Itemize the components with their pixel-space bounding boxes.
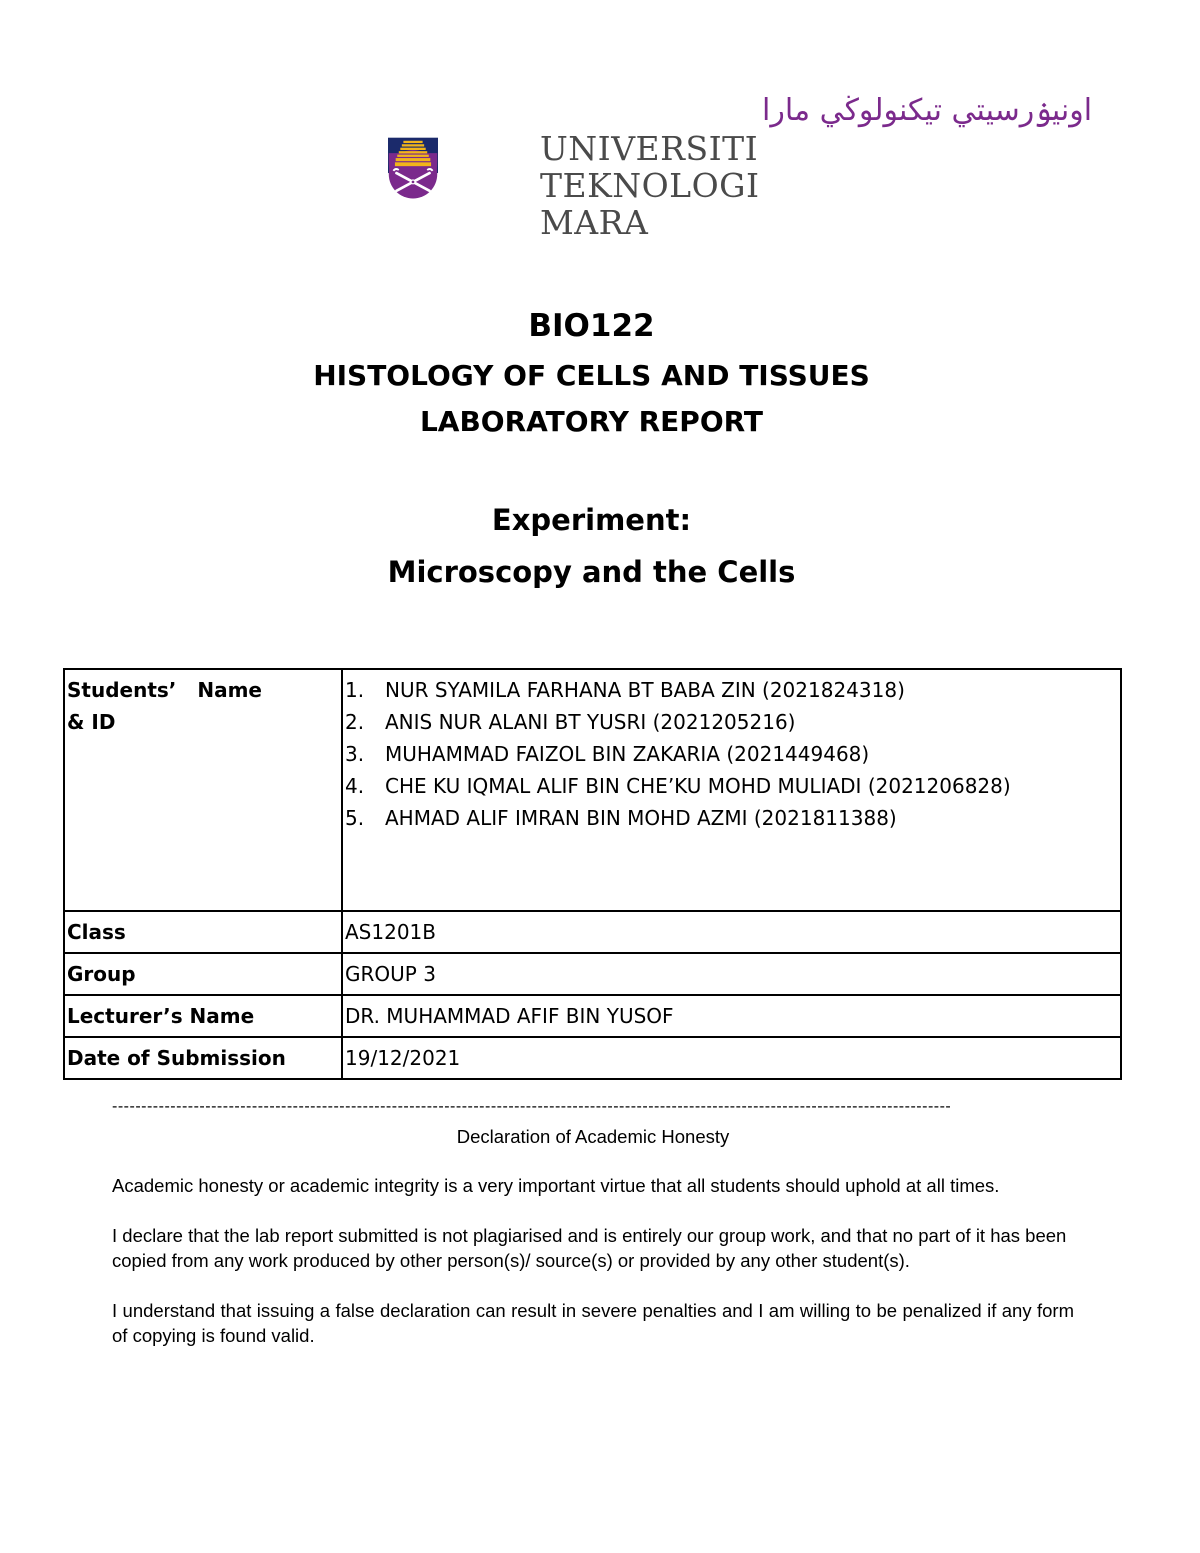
students-label-word3: & ID xyxy=(67,710,116,734)
course-title: HISTOLOGY OF CELLS AND TISSUES xyxy=(313,359,870,392)
report-type: LABORATORY REPORT xyxy=(419,405,764,438)
student-item: 4. CHE KU IQMAL ALIF BIN CHE’KU MOHD MULIADI (2021206828) xyxy=(345,774,1011,798)
students-list-cell xyxy=(342,669,1121,911)
class-value: AS1201B xyxy=(342,911,1121,953)
class-label: Class xyxy=(64,911,342,953)
jawi-text: اونيۏرسيتي تيكنولوڬي مارا xyxy=(762,93,1093,128)
course-code: BIO122 xyxy=(528,308,655,344)
lecturer-label: Lecturer’s Name xyxy=(64,995,342,1037)
experiment-name: Microscopy and the Cells xyxy=(387,555,796,589)
declaration-paragraph-2: I declare that the lab report submitted is not plagiarised and is entirely our group work, and that no part of it has been copied from any work produced by other person(s)/ source(s) or provided by any other student(s). xyxy=(112,1225,1067,1271)
report-title-block xyxy=(0,305,1183,593)
student-list xyxy=(345,674,1118,834)
declaration-paragraph-1: Academic honesty or academic integrity is a very important virtue that all students should uphold at all times. xyxy=(112,1175,1000,1196)
student-item: 2. ANIS NUR ALANI BT YUSRI (2021205216) xyxy=(345,710,796,734)
class-row xyxy=(64,911,1121,953)
students-label-word1: Students’ xyxy=(67,678,177,702)
uitm-logo-emblem xyxy=(388,90,538,245)
logo-line-universiti: UNIVERSITI xyxy=(540,129,759,168)
student-item: 1. NUR SYAMILA FARHANA BT BABA ZIN (2021824318) xyxy=(345,678,905,702)
lecturer-row xyxy=(64,995,1121,1037)
date-row xyxy=(64,1037,1121,1079)
group-value: GROUP 3 xyxy=(342,953,1121,995)
students-label-cell xyxy=(64,669,342,911)
logo-jawi-script xyxy=(540,88,1093,128)
student-item: 5. AHMAD ALIF IMRAN BIN MOHD AZMI (2021811388) xyxy=(345,806,897,830)
group-label: Group xyxy=(64,953,342,995)
lecturer-value: DR. MUHAMMAD AFIF BIN YUSOF xyxy=(342,995,1121,1037)
report-info-table xyxy=(63,668,1122,1080)
logo-line-mara: MARA xyxy=(540,203,649,242)
jawi-script-graphic xyxy=(540,88,1093,128)
separator-line: ------------------------------------------------------------------------------------------------------------------------------------------------ xyxy=(112,1098,952,1115)
declaration-paragraph-3: I understand that issuing a false declaration can result in severe penalties and I am willing to be penalized if any form of copying is found valid. xyxy=(112,1300,1074,1346)
students-row xyxy=(64,669,1121,911)
group-row xyxy=(64,953,1121,995)
experiment-label: Experiment: xyxy=(491,503,692,537)
declaration-section xyxy=(112,1124,1074,1348)
student-item: 3. MUHAMMAD FAIZOL BIN ZAKARIA (2021449468) xyxy=(345,742,870,766)
logo-line-teknologi: TEKNOLOGI xyxy=(540,166,760,205)
date-label: Date of Submission xyxy=(64,1037,342,1079)
date-value: 19/12/2021 xyxy=(342,1037,1121,1079)
students-label-word2: Name xyxy=(197,678,262,702)
declaration-title: Declaration of Academic Honesty xyxy=(456,1126,730,1147)
